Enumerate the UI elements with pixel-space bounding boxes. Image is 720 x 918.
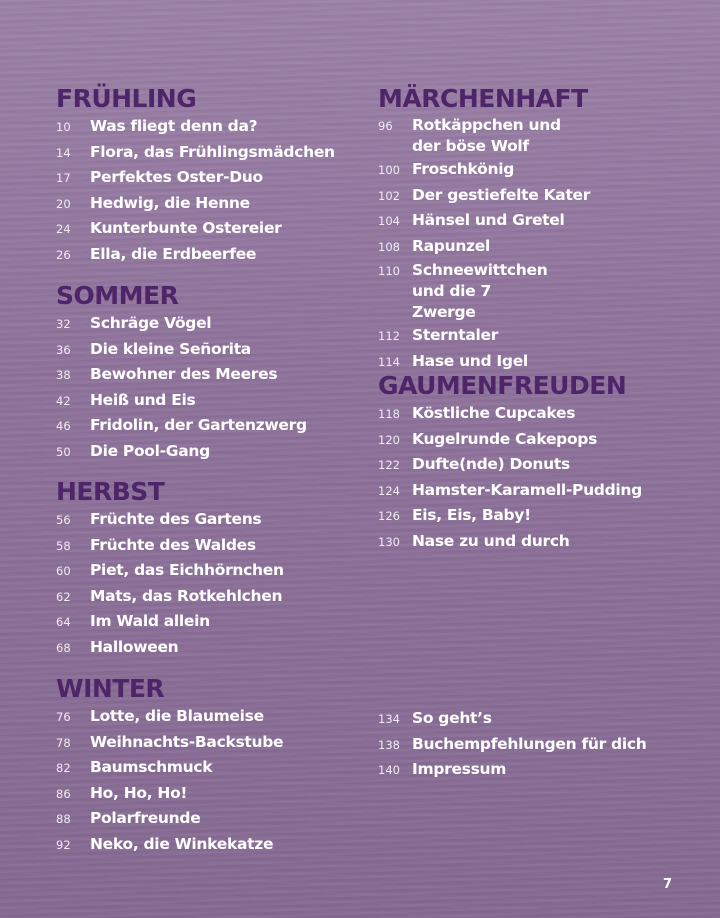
toc-entry[interactable] xyxy=(378,427,708,453)
entry-title: Früchte des Gartens xyxy=(90,510,262,528)
entry-title: Ho, Ho, Ho! xyxy=(90,783,188,802)
entry-page: 78 xyxy=(56,735,71,750)
entry-title: Kugelrunde Cakepops xyxy=(412,429,598,448)
toc-section-fruehling xyxy=(56,84,386,268)
entry-title: Dufte(nde) Donuts xyxy=(412,455,570,474)
entry-page: 26 xyxy=(56,247,71,262)
entry-page: 138 xyxy=(378,737,400,752)
toc-entry[interactable] xyxy=(56,533,386,559)
entry-title: Neko, die Winkekatze xyxy=(90,834,274,853)
toc-section-herbst xyxy=(56,477,386,661)
entry-page: 86 xyxy=(56,786,71,801)
toc-entry[interactable] xyxy=(56,439,386,465)
entry-page: 124 xyxy=(378,483,400,498)
toc-section-sommer xyxy=(56,281,386,465)
entry-page: 110 xyxy=(378,264,400,279)
toc-section-winter xyxy=(56,674,386,858)
toc-entry[interactable] xyxy=(56,191,386,217)
entry-title: Flora, das Frühlingsmädchen xyxy=(90,142,335,161)
section-heading: HERBST xyxy=(56,477,165,506)
entry-title: Nase zu und durch xyxy=(412,531,570,550)
entry-title: Kunterbunte Ostereier xyxy=(90,219,282,238)
entry-title: Die Pool-Gang xyxy=(90,441,210,460)
entry-title: Schneewittchen und die 7 Zwerge xyxy=(412,261,548,322)
entry-page: 104 xyxy=(378,214,400,229)
entry-page: 120 xyxy=(378,432,400,447)
toc-section-gaumenfreuden xyxy=(378,371,708,555)
section-heading: MÄRCHENHAFT xyxy=(378,84,588,113)
toc-entry[interactable] xyxy=(56,507,386,533)
toc-entry[interactable] xyxy=(378,234,708,260)
toc-section-extras xyxy=(378,706,708,783)
entry-page: 32 xyxy=(56,317,71,331)
toc-entry[interactable] xyxy=(378,503,708,529)
entry-page: 56 xyxy=(56,513,71,527)
toc-entry[interactable] xyxy=(378,183,708,209)
toc-entry[interactable] xyxy=(56,242,386,268)
entry-title: Die kleine Señorita xyxy=(90,339,251,358)
toc-entry[interactable] xyxy=(56,832,386,858)
entry-page: 17 xyxy=(56,171,71,186)
entry-page: 76 xyxy=(56,710,71,724)
toc-entry[interactable] xyxy=(56,165,386,191)
entry-page: 122 xyxy=(378,458,400,473)
entry-page: 130 xyxy=(378,534,400,549)
entry-page: 134 xyxy=(378,712,400,726)
entry-title: Heiß und Eis xyxy=(90,390,196,409)
toc-entry[interactable] xyxy=(378,157,708,183)
entry-page: 108 xyxy=(378,239,400,254)
entry-title: Impressum xyxy=(412,760,507,779)
toc-entry[interactable] xyxy=(56,311,386,337)
entry-title: Eis, Eis, Baby! xyxy=(412,506,531,525)
entry-page: 112 xyxy=(378,329,400,344)
toc-entry[interactable] xyxy=(56,413,386,439)
toc-entry[interactable] xyxy=(378,732,708,758)
entry-page: 126 xyxy=(378,509,400,524)
entry-title: Lotte, die Blaumeise xyxy=(90,707,264,725)
entry-title: Fridolin, der Gartenzwerg xyxy=(90,416,307,435)
entry-page: 60 xyxy=(56,564,71,579)
entry-title: Hänsel und Gretel xyxy=(412,211,565,230)
entry-title: Sterntaler xyxy=(412,326,499,345)
entry-title: Rapunzel xyxy=(412,236,491,255)
entry-title: Ella, die Erdbeerfee xyxy=(90,244,257,263)
entry-title: Schräge Vögel xyxy=(90,314,212,332)
entry-title: Köstliche Cupcakes xyxy=(412,404,576,422)
entry-title: Der gestiefelte Kater xyxy=(412,185,591,204)
toc-entry[interactable] xyxy=(378,478,708,504)
entry-page: 114 xyxy=(378,354,400,369)
toc-entry[interactable] xyxy=(378,757,708,783)
toc-entry[interactable] xyxy=(378,401,708,427)
entry-title: Piet, das Eichhörnchen xyxy=(90,561,284,580)
entry-title: So geht’s xyxy=(412,709,492,727)
toc-entry[interactable] xyxy=(56,609,386,635)
entry-page: 118 xyxy=(378,407,400,421)
entry-page: 102 xyxy=(378,188,400,203)
entry-page: 38 xyxy=(56,368,71,383)
entry-page: 96 xyxy=(378,119,393,133)
entry-title: Halloween xyxy=(90,637,179,656)
entry-page: 42 xyxy=(56,393,71,408)
toc-entry[interactable] xyxy=(378,323,708,349)
section-heading: WINTER xyxy=(56,674,165,703)
entry-title: Hamster-Karamell-Pudding xyxy=(412,480,642,499)
toc-entry[interactable] xyxy=(378,529,708,555)
entry-title: Polarfreunde xyxy=(90,809,201,828)
toc-entry[interactable] xyxy=(56,388,386,414)
entry-page: 58 xyxy=(56,538,71,553)
entry-page: 140 xyxy=(378,763,400,778)
entry-title: Bewohner des Meeres xyxy=(90,365,278,384)
entry-title: Im Wald allein xyxy=(90,612,210,631)
entry-page: 64 xyxy=(56,615,71,630)
toc-entry[interactable] xyxy=(56,337,386,363)
entry-title: Hase und Igel xyxy=(412,351,528,370)
toc-entry[interactable] xyxy=(56,558,386,584)
entry-title: Hedwig, die Henne xyxy=(90,193,250,212)
entry-page: 92 xyxy=(56,837,71,852)
toc-entry[interactable] xyxy=(378,706,708,732)
entry-page: 100 xyxy=(378,163,400,177)
toc-section-maerchenhaft xyxy=(378,84,708,375)
entry-page: 68 xyxy=(56,640,71,655)
entry-page: 20 xyxy=(56,196,71,211)
toc-entry[interactable] xyxy=(56,635,386,661)
toc-entry[interactable] xyxy=(378,208,708,234)
entry-page: 88 xyxy=(56,812,71,827)
section-heading: GAUMENFREUDEN xyxy=(378,371,627,400)
toc-entry[interactable] xyxy=(56,584,386,610)
entry-title: Mats, das Rotkehlchen xyxy=(90,586,283,605)
toc-entry[interactable] xyxy=(56,730,386,756)
toc-entry[interactable] xyxy=(56,216,386,242)
entry-title: Früchte des Waldes xyxy=(90,535,256,554)
entry-title: Perfektes Oster-Duo xyxy=(90,168,263,187)
section-heading: SOMMER xyxy=(56,281,179,310)
entry-page: 14 xyxy=(56,145,71,160)
entry-page: 62 xyxy=(56,589,71,604)
entry-title: Rotkäppchen und der böse Wolf xyxy=(412,116,561,155)
toc-entry[interactable] xyxy=(378,259,708,323)
entry-title: Froschkönig xyxy=(412,160,515,178)
entry-title: Buchempfehlungen für dich xyxy=(412,734,647,753)
entry-title: Weihnachts-Backstube xyxy=(90,732,284,751)
toc-entry[interactable] xyxy=(378,114,708,157)
entry-page: 82 xyxy=(56,761,71,776)
page-number: 7 xyxy=(662,877,672,892)
toc-entry[interactable] xyxy=(56,704,386,730)
toc-entry[interactable] xyxy=(56,140,386,166)
section-heading: FRÜHLING xyxy=(56,84,197,113)
entry-page: 36 xyxy=(56,342,71,357)
toc-entry[interactable] xyxy=(56,806,386,832)
entry-page: 10 xyxy=(56,120,71,134)
toc-entry[interactable] xyxy=(56,362,386,388)
entry-page: 46 xyxy=(56,419,71,434)
toc-entry[interactable] xyxy=(56,755,386,781)
entry-title: Baumschmuck xyxy=(90,758,213,777)
entry-page: 50 xyxy=(56,444,71,459)
toc-entry[interactable] xyxy=(56,114,386,140)
toc-entry[interactable] xyxy=(378,452,708,478)
entry-title: Was fliegt denn da? xyxy=(90,117,258,135)
entry-page: 24 xyxy=(56,222,71,237)
toc-entry[interactable] xyxy=(56,781,386,807)
